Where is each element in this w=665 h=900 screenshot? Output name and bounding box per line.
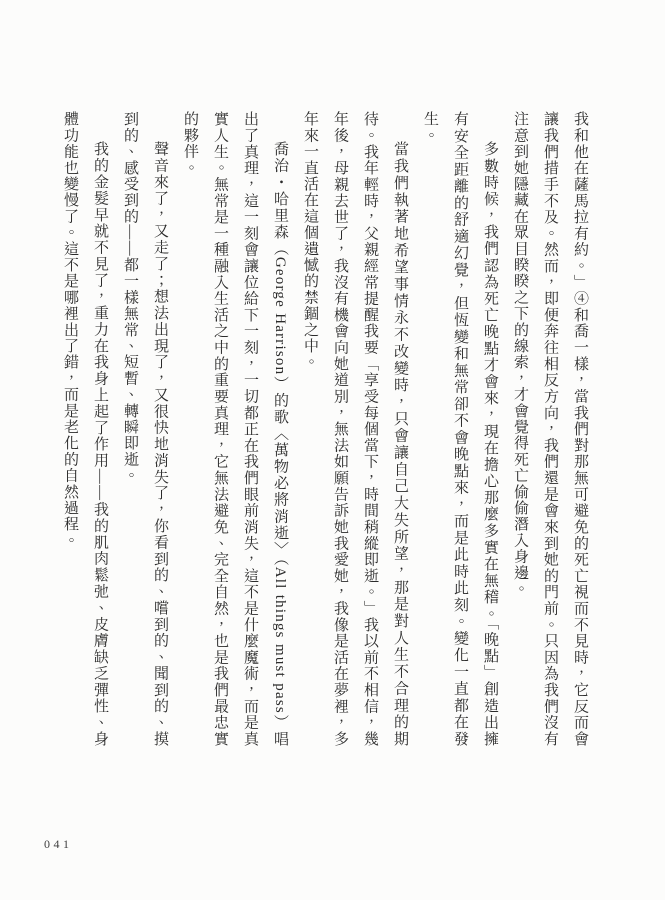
paragraph: 聲音來了，又走了；想法出現了，又很快地消失了，你看到的、嚐到的、聞到的、摸到的、感受到的——都一樣無常、短暫、轉瞬即逝。 (122, 111, 168, 747)
paragraph: 當我們執著地希望事情永不改變時，只會讓自己大失所望，那是對人生不合理的期待。我年輕時，父親經常提醒我要「享受每個當下，時間稍縱即逝。」我以前不相信，幾年後，母親去世了，我沒有機會向她道別，無法如願告訴她我愛她，我像是活在夢裡，多年來一直活在這個遺憾的禁錮之中。 (302, 111, 408, 747)
paragraph: 我的金髮早就不見了，重力在我身上起了作用——我的肌肉鬆弛、皮膚缺乏彈性、身體功能也變慢了。這不是哪裡出了錯，而是老化的自然過程。 (62, 111, 108, 747)
paragraph-song-reference: 喬治・哈里森（George Harrison）的歌〈萬物必將消逝〉（All things must pass）唱出了真理，這一刻會讓位給下一刻，一切都正在我們眼前消失，這不是什麼魔術，而是真實人生。無常是一種融入生活之中的重要真理，它無法避免、完全自然，也是我們最忠實的夥伴。 (182, 111, 288, 747)
paragraph: 多數時候，我們認為死亡晚點才會來，現在擔心那麼多實在無稽。「晚點」創造出擁有安全距離的舒適幻覺，但恆變和無常卻不會晚點來，而是此時此刻。變化一直都在發生。 (422, 111, 498, 747)
page-number: 041 (44, 837, 73, 851)
paragraph-continuation: 我和他在薩馬拉有約。」④和喬一樣，當我們對那無可避免的死亡視而不見時，它反而會讓我們措手不及。然而，即便奔往相反方向，我們還是會來到她的門前。只因為我們沒有注意到她隱藏在眾目睽睽之下的線索，才會覺得死亡偷偷潛入身邊。 (512, 111, 588, 747)
body-text (55, 111, 595, 747)
